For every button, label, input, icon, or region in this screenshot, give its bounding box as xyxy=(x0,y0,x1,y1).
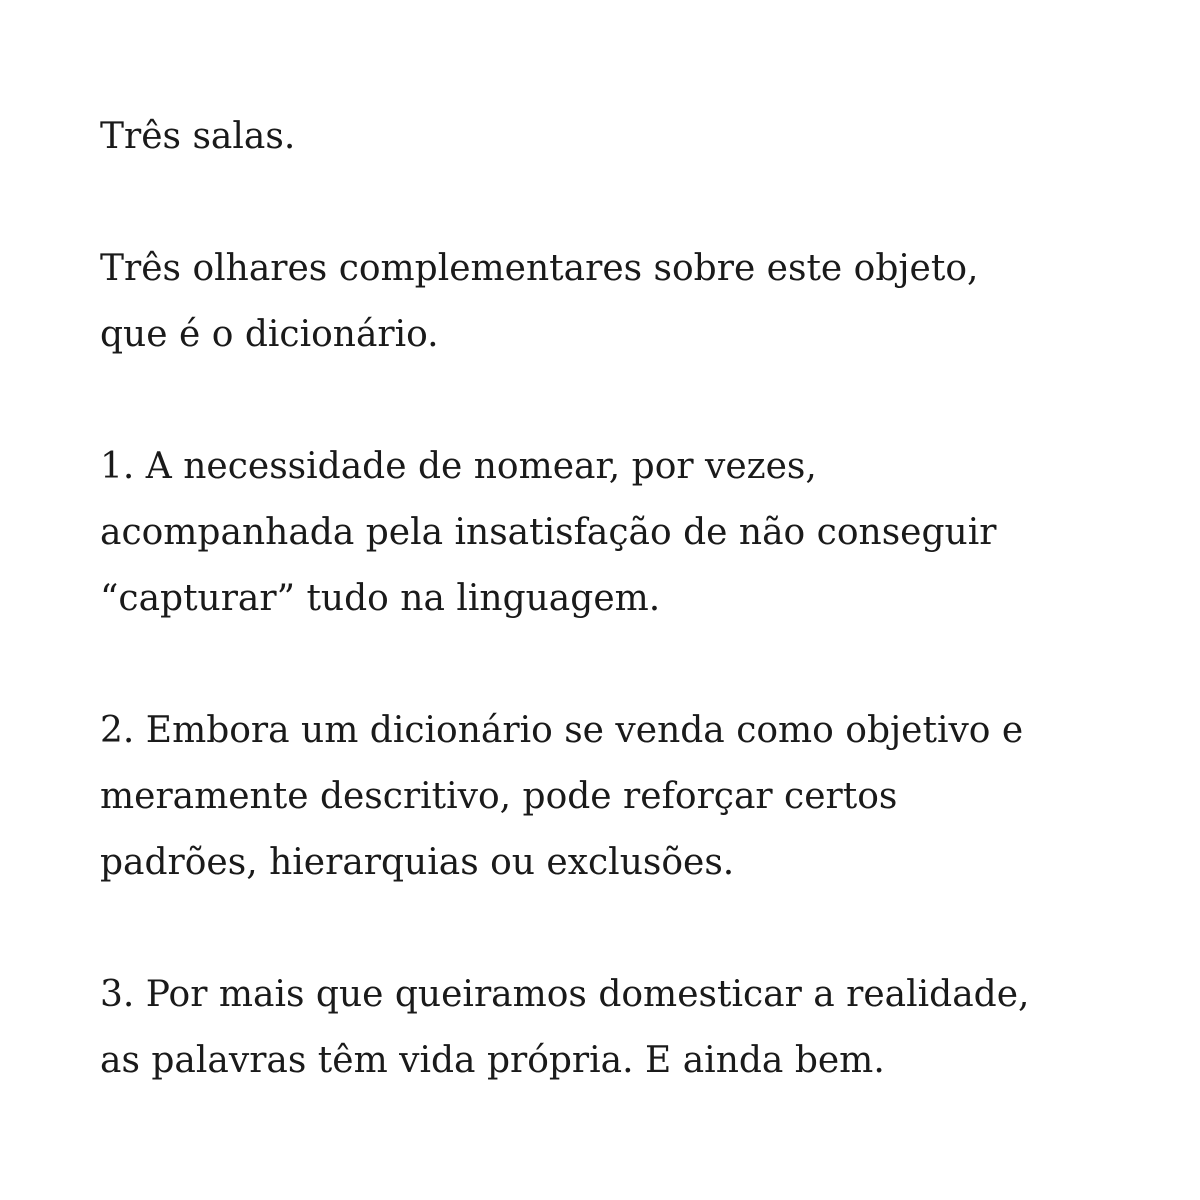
text-line: 3. Por mais que queiramos domesticar a realidade, xyxy=(100,974,1030,1015)
point-two-paragraph xyxy=(100,698,1160,896)
text-line: as palavras têm vida própria. E ainda bem. xyxy=(100,1040,885,1081)
point-one-paragraph xyxy=(100,434,1160,632)
intro-paragraph xyxy=(100,236,1160,368)
text-line: 2. Embora um dicionário se venda como objetivo e xyxy=(100,710,1024,751)
point-three-paragraph xyxy=(100,962,1160,1094)
text-line: meramente descritivo, pode reforçar certos xyxy=(100,776,898,817)
text-line: 1. A necessidade de nomear, por vezes, xyxy=(100,446,817,487)
text-line: Três olhares complementares sobre este objeto, xyxy=(100,248,979,289)
text-document xyxy=(100,104,1160,1160)
text-line: padrões, hierarquias ou exclusões. xyxy=(100,842,735,883)
intro-heading xyxy=(100,104,1160,170)
text-line: acompanhada pela insatisfação de não conseguir xyxy=(100,512,997,553)
text-line: “capturar” tudo na linguagem. xyxy=(100,578,661,619)
text-line: que é o dicionário. xyxy=(100,314,439,355)
text-line: Três salas. xyxy=(100,116,296,157)
